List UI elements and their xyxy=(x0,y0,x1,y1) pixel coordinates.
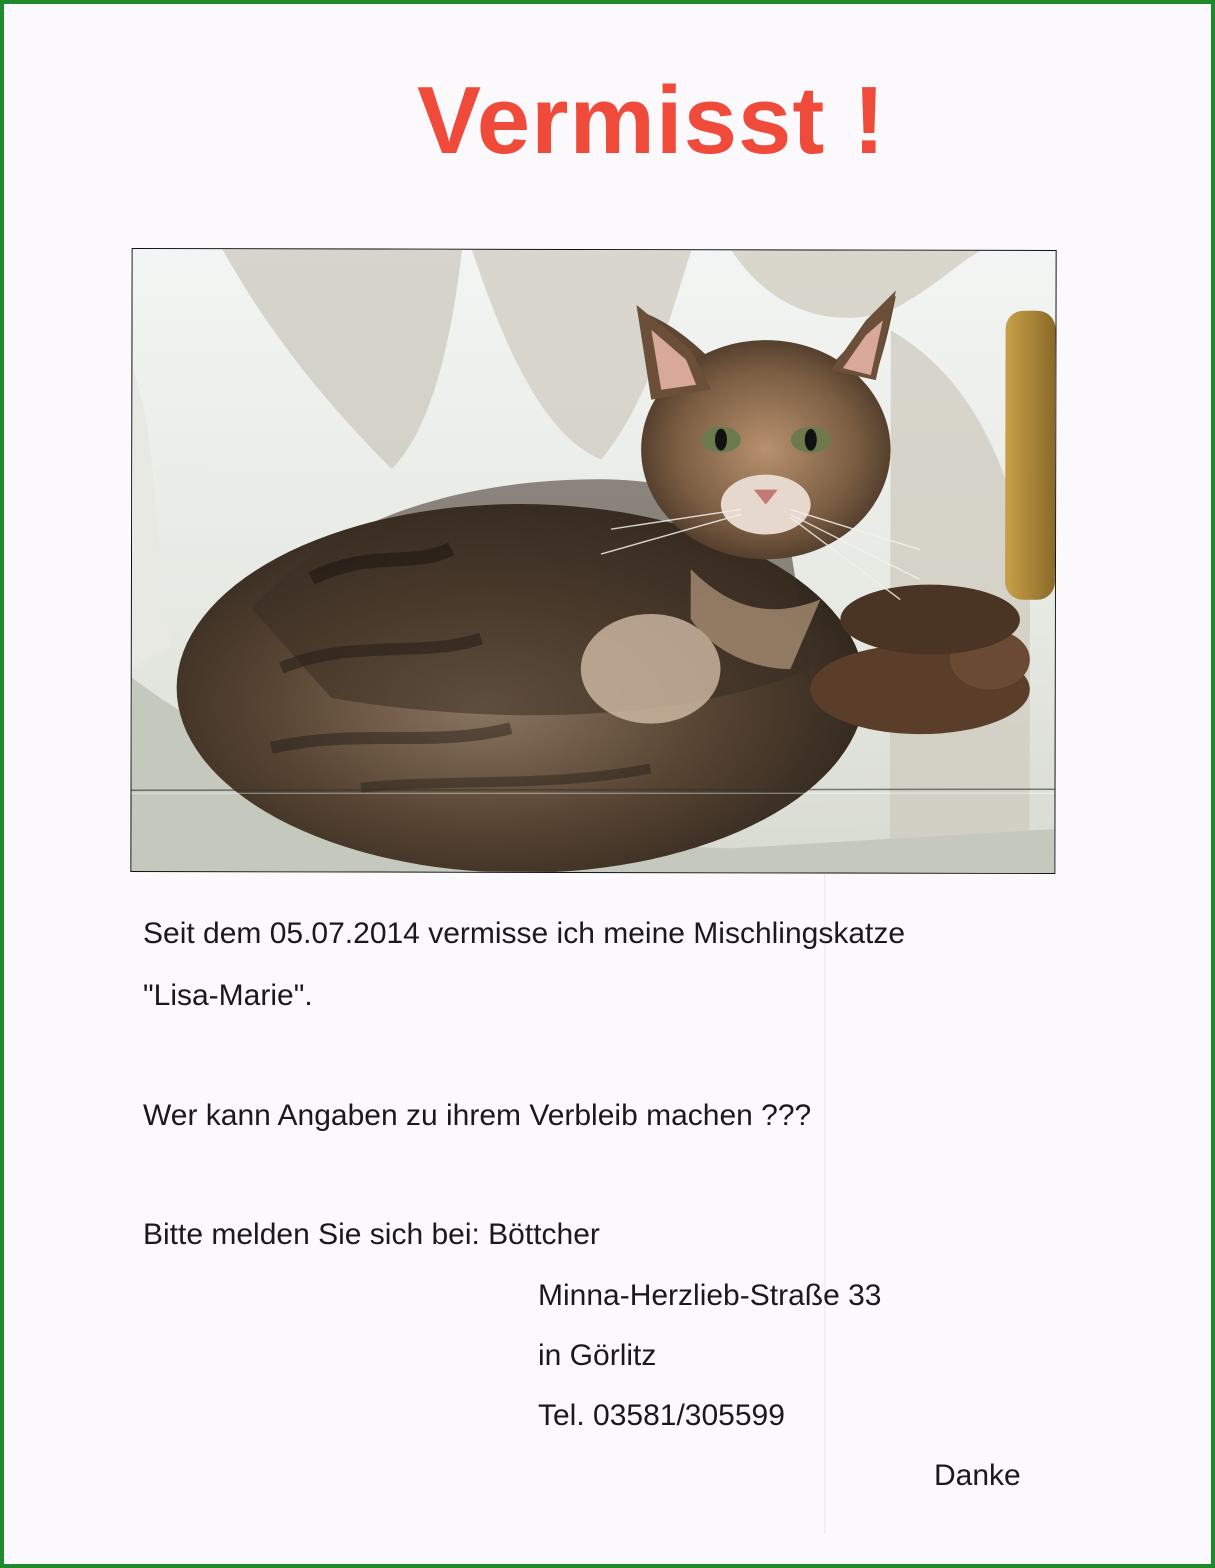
poster-title: Vermisst ! xyxy=(417,67,886,174)
intro-line-1: Seit dem 05.07.2014 vermisse ich meine Mischlingskatze xyxy=(143,917,906,950)
question-line: Wer kann Angaben zu ihrem Verbleib machen ??? xyxy=(143,1099,812,1132)
contact-phone: Tel. 03581/305599 xyxy=(538,1399,785,1432)
thanks-text: Danke xyxy=(934,1459,1021,1492)
paper-fold-line xyxy=(824,874,825,1534)
intro-line-2-cat-name: "Lisa-Marie". xyxy=(143,979,313,1012)
cat-photo xyxy=(130,248,1056,874)
cat-photo-illustration xyxy=(131,249,1055,873)
contact-street: Minna-Herzlieb-Straße 33 xyxy=(538,1279,882,1312)
contact-label: Bitte melden Sie sich bei: Böttcher xyxy=(143,1218,600,1251)
contact-city: in Görlitz xyxy=(538,1339,657,1372)
